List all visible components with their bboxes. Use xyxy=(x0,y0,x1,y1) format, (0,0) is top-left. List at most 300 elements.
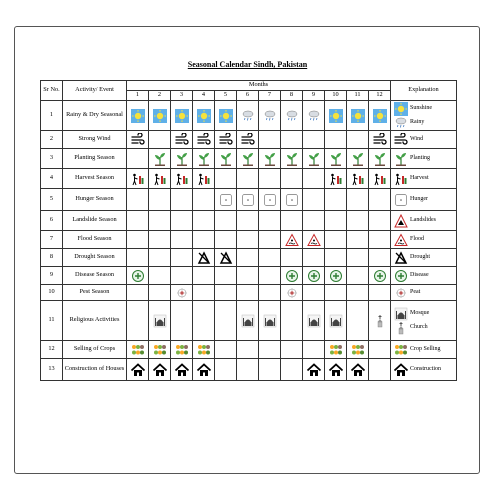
row-sr: 9 xyxy=(41,267,63,285)
disease-icon xyxy=(329,272,343,279)
drought-icon xyxy=(197,254,211,261)
harvest-icon xyxy=(351,175,365,182)
month-cell-12 xyxy=(369,301,391,341)
month-cell-8 xyxy=(281,267,303,285)
month-cell-10 xyxy=(325,101,347,131)
row-activity-label: Pest Season xyxy=(63,285,127,301)
harvest-icon xyxy=(153,175,167,182)
month-cell-6 xyxy=(237,101,259,131)
month-cell-4 xyxy=(193,359,215,381)
month-cell-12 xyxy=(369,231,391,249)
disease-icon xyxy=(307,272,321,279)
month-cell-4 xyxy=(193,231,215,249)
hunger-icon xyxy=(219,196,233,203)
row-explanation xyxy=(391,101,457,131)
sun-icon xyxy=(373,112,387,119)
month-cell-8 xyxy=(281,189,303,211)
house-icon xyxy=(175,366,189,373)
month-cell-8 xyxy=(281,169,303,189)
month-cell-9 xyxy=(303,267,325,285)
month-cell-8 xyxy=(281,359,303,381)
month-cell-3 xyxy=(171,189,193,211)
plant-icon xyxy=(175,155,189,162)
month-cell-5 xyxy=(215,231,237,249)
mosque-icon xyxy=(329,317,343,324)
pest-icon xyxy=(394,286,408,300)
month-cell-9 xyxy=(303,341,325,359)
house-icon xyxy=(394,363,408,377)
month-cell-2 xyxy=(149,101,171,131)
table-row xyxy=(41,285,457,301)
church-icon xyxy=(373,317,387,324)
month-cell-6 xyxy=(237,267,259,285)
crop-icon xyxy=(175,346,189,353)
month-cell-1 xyxy=(127,169,149,189)
row-sr: 3 xyxy=(41,149,63,169)
row-activity-label: Landslide Season xyxy=(63,211,127,231)
month-cell-1 xyxy=(127,359,149,381)
hunger-icon xyxy=(285,196,299,203)
table-row xyxy=(41,169,457,189)
month-cell-3 xyxy=(171,267,193,285)
header-month-1: 1 xyxy=(127,91,149,101)
month-cell-4 xyxy=(193,249,215,267)
explanation-label: Landslides xyxy=(410,217,436,224)
pest-icon xyxy=(285,289,299,296)
month-cell-8 xyxy=(281,231,303,249)
month-cell-1 xyxy=(127,189,149,211)
row-explanation xyxy=(391,341,457,359)
flood-icon xyxy=(285,236,299,243)
row-activity-label: Disease Season xyxy=(63,267,127,285)
month-cell-8 xyxy=(281,149,303,169)
pest-icon xyxy=(175,289,189,296)
month-cell-4 xyxy=(193,169,215,189)
house-icon xyxy=(351,366,365,373)
table-row xyxy=(41,231,457,249)
month-cell-6 xyxy=(237,169,259,189)
plant-icon xyxy=(329,155,343,162)
month-cell-1 xyxy=(127,149,149,169)
month-cell-9 xyxy=(303,211,325,231)
month-cell-7 xyxy=(259,231,281,249)
month-cell-4 xyxy=(193,101,215,131)
month-cell-7 xyxy=(259,267,281,285)
table-row xyxy=(41,131,457,149)
month-cell-1 xyxy=(127,131,149,149)
drought-icon xyxy=(219,254,233,261)
house-icon xyxy=(153,366,167,373)
month-cell-3 xyxy=(171,359,193,381)
explanation-label: Harvest xyxy=(410,175,429,182)
month-cell-2 xyxy=(149,359,171,381)
harvest-icon xyxy=(131,175,145,182)
page-title: Seasonal Calendar Sindh, Pakistan xyxy=(187,60,308,69)
row-activity-label: Religious Activities xyxy=(63,301,127,341)
header-month-7: 7 xyxy=(259,91,281,101)
month-cell-1 xyxy=(127,301,149,341)
explanation-label: Flood xyxy=(410,236,425,243)
explanation-label: Hunger xyxy=(410,196,428,203)
disease-icon xyxy=(131,272,145,279)
month-cell-7 xyxy=(259,249,281,267)
wind-icon xyxy=(219,136,233,143)
month-cell-12 xyxy=(369,249,391,267)
month-cell-11 xyxy=(347,189,369,211)
month-cell-8 xyxy=(281,249,303,267)
month-cell-10 xyxy=(325,301,347,341)
flood-icon xyxy=(394,233,408,247)
month-cell-2 xyxy=(149,231,171,249)
sun-icon xyxy=(329,112,343,119)
month-cell-10 xyxy=(325,231,347,249)
crop-icon xyxy=(131,346,145,353)
month-cell-7 xyxy=(259,285,281,301)
month-cell-10 xyxy=(325,189,347,211)
month-cell-9 xyxy=(303,101,325,131)
row-activity-label: Hunger Season xyxy=(63,189,127,211)
month-cell-9 xyxy=(303,131,325,149)
month-cell-2 xyxy=(149,341,171,359)
sun-icon xyxy=(131,112,145,119)
month-cell-9 xyxy=(303,149,325,169)
explanation-label: Disease xyxy=(410,272,429,279)
disease-icon xyxy=(373,272,387,279)
wind-icon xyxy=(241,136,255,143)
month-cell-7 xyxy=(259,211,281,231)
sun-icon xyxy=(175,112,189,119)
hunger-icon xyxy=(263,196,277,203)
row-sr: 6 xyxy=(41,211,63,231)
sun-icon xyxy=(394,102,408,116)
month-cell-11 xyxy=(347,249,369,267)
month-cell-12 xyxy=(369,131,391,149)
month-cell-10 xyxy=(325,285,347,301)
row-activity-label: Drought Season xyxy=(63,249,127,267)
month-cell-3 xyxy=(171,169,193,189)
plant-icon xyxy=(197,155,211,162)
month-cell-1 xyxy=(127,101,149,131)
row-explanation xyxy=(391,169,457,189)
month-cell-2 xyxy=(149,267,171,285)
month-cell-12 xyxy=(369,169,391,189)
header-explanation: Explanation xyxy=(391,81,457,101)
month-cell-1 xyxy=(127,285,149,301)
table-row xyxy=(41,341,457,359)
plant-icon xyxy=(219,155,233,162)
month-cell-9 xyxy=(303,285,325,301)
plant-icon xyxy=(153,155,167,162)
crop-icon xyxy=(197,346,211,353)
disease-icon xyxy=(394,269,408,283)
row-explanation xyxy=(391,189,457,211)
month-cell-10 xyxy=(325,131,347,149)
header-month-3: 3 xyxy=(171,91,193,101)
month-cell-8 xyxy=(281,341,303,359)
table-row xyxy=(41,249,457,267)
mosque-icon xyxy=(394,307,408,321)
row-sr: 4 xyxy=(41,169,63,189)
sun-icon xyxy=(153,112,167,119)
month-cell-11 xyxy=(347,149,369,169)
explanation-label: Construction xyxy=(410,366,441,373)
month-cell-5 xyxy=(215,301,237,341)
rainy-icon xyxy=(263,112,277,119)
row-explanation xyxy=(391,285,457,301)
month-cell-7 xyxy=(259,189,281,211)
month-cell-9 xyxy=(303,359,325,381)
mosque-icon xyxy=(241,317,255,324)
month-cell-2 xyxy=(149,211,171,231)
row-activity-label: Selling of Crops xyxy=(63,341,127,359)
month-cell-10 xyxy=(325,149,347,169)
month-cell-5 xyxy=(215,149,237,169)
sun-icon xyxy=(219,112,233,119)
month-cell-12 xyxy=(369,267,391,285)
month-cell-10 xyxy=(325,267,347,285)
month-cell-1 xyxy=(127,267,149,285)
house-icon xyxy=(329,366,343,373)
month-cell-6 xyxy=(237,285,259,301)
month-cell-1 xyxy=(127,341,149,359)
month-cell-10 xyxy=(325,249,347,267)
explanation-label: Drought xyxy=(410,254,430,261)
month-cell-11 xyxy=(347,101,369,131)
month-cell-6 xyxy=(237,149,259,169)
plant-icon xyxy=(394,152,408,166)
month-cell-3 xyxy=(171,149,193,169)
plant-icon xyxy=(351,155,365,162)
plant-icon xyxy=(307,155,321,162)
rainy-icon xyxy=(394,116,408,130)
sun-icon xyxy=(351,112,365,119)
explanation-label: Planting xyxy=(410,155,431,162)
row-sr: 12 xyxy=(41,341,63,359)
row-activity-label: Planting Season xyxy=(63,149,127,169)
month-cell-8 xyxy=(281,301,303,341)
row-activity-label: Construction of Houses xyxy=(63,359,127,381)
month-cell-7 xyxy=(259,341,281,359)
header-month-5: 5 xyxy=(215,91,237,101)
month-cell-10 xyxy=(325,211,347,231)
month-cell-1 xyxy=(127,249,149,267)
month-cell-10 xyxy=(325,169,347,189)
wind-icon xyxy=(175,136,189,143)
month-cell-6 xyxy=(237,249,259,267)
crop-icon xyxy=(329,346,343,353)
month-cell-8 xyxy=(281,131,303,149)
header-month-2: 2 xyxy=(149,91,171,101)
row-activity-label: Strong Wind xyxy=(63,131,127,149)
month-cell-5 xyxy=(215,267,237,285)
month-cell-7 xyxy=(259,131,281,149)
month-cell-11 xyxy=(347,169,369,189)
table-row xyxy=(41,267,457,285)
month-cell-2 xyxy=(149,285,171,301)
row-explanation xyxy=(391,211,457,231)
month-cell-11 xyxy=(347,285,369,301)
row-sr: 11 xyxy=(41,301,63,341)
month-cell-5 xyxy=(215,169,237,189)
month-cell-11 xyxy=(347,359,369,381)
harvest-icon xyxy=(175,175,189,182)
month-cell-11 xyxy=(347,267,369,285)
month-cell-10 xyxy=(325,341,347,359)
month-cell-9 xyxy=(303,301,325,341)
month-cell-3 xyxy=(171,249,193,267)
month-cell-8 xyxy=(281,285,303,301)
month-cell-7 xyxy=(259,101,281,131)
row-sr: 2 xyxy=(41,131,63,149)
header-month-12: 12 xyxy=(369,91,391,101)
month-cell-2 xyxy=(149,301,171,341)
month-cell-12 xyxy=(369,341,391,359)
sun-icon xyxy=(197,112,211,119)
explanation-label: Wind xyxy=(410,136,424,143)
month-cell-5 xyxy=(215,249,237,267)
month-cell-7 xyxy=(259,169,281,189)
harvest-icon xyxy=(197,175,211,182)
month-cell-8 xyxy=(281,101,303,131)
explanation-label: Peat xyxy=(410,289,421,296)
mosque-icon xyxy=(263,317,277,324)
crop-icon xyxy=(351,346,365,353)
table-row xyxy=(41,359,457,381)
landslide-icon xyxy=(394,214,408,228)
month-cell-6 xyxy=(237,231,259,249)
table-row xyxy=(41,101,457,131)
row-sr: 1 xyxy=(41,101,63,131)
table-row xyxy=(41,301,457,341)
month-cell-4 xyxy=(193,341,215,359)
explanation-label: Rainy xyxy=(410,119,425,126)
month-cell-4 xyxy=(193,301,215,341)
row-sr: 5 xyxy=(41,189,63,211)
month-cell-7 xyxy=(259,149,281,169)
table-row xyxy=(41,189,457,211)
header-month-6: 6 xyxy=(237,91,259,101)
month-cell-11 xyxy=(347,231,369,249)
header-month-10: 10 xyxy=(325,91,347,101)
row-activity-label: Rainy & Dry Seasonal xyxy=(63,101,127,131)
month-cell-3 xyxy=(171,301,193,341)
month-cell-12 xyxy=(369,285,391,301)
hunger-icon xyxy=(394,193,408,207)
month-cell-2 xyxy=(149,249,171,267)
rainy-icon xyxy=(307,112,321,119)
month-cell-6 xyxy=(237,211,259,231)
plant-icon xyxy=(241,155,255,162)
month-cell-3 xyxy=(171,101,193,131)
month-cell-12 xyxy=(369,149,391,169)
mosque-icon xyxy=(153,317,167,324)
month-cell-6 xyxy=(237,131,259,149)
month-cell-10 xyxy=(325,359,347,381)
month-cell-7 xyxy=(259,301,281,341)
month-cell-11 xyxy=(347,341,369,359)
month-cell-4 xyxy=(193,267,215,285)
harvest-icon xyxy=(329,175,343,182)
explanation-label: Sunshine xyxy=(410,105,433,112)
header-month-11: 11 xyxy=(347,91,369,101)
mosque-icon xyxy=(307,317,321,324)
month-cell-5 xyxy=(215,101,237,131)
wind-icon xyxy=(373,136,387,143)
plant-icon xyxy=(373,155,387,162)
month-cell-2 xyxy=(149,149,171,169)
row-explanation xyxy=(391,249,457,267)
plant-icon xyxy=(285,155,299,162)
row-activity-label: Flood Season xyxy=(63,231,127,249)
harvest-icon xyxy=(373,175,387,182)
rainy-icon xyxy=(241,112,255,119)
month-cell-11 xyxy=(347,211,369,231)
month-cell-11 xyxy=(347,131,369,149)
row-sr: 8 xyxy=(41,249,63,267)
month-cell-4 xyxy=(193,189,215,211)
month-cell-9 xyxy=(303,231,325,249)
month-cell-4 xyxy=(193,131,215,149)
house-icon xyxy=(307,366,321,373)
explanation-label: Church xyxy=(410,324,428,331)
house-icon xyxy=(197,366,211,373)
month-cell-6 xyxy=(237,301,259,341)
month-cell-5 xyxy=(215,341,237,359)
wind-icon xyxy=(394,133,408,147)
header-sr: Sr No. xyxy=(41,81,63,101)
church-icon xyxy=(394,321,408,335)
header-month-8: 8 xyxy=(281,91,303,101)
month-cell-8 xyxy=(281,211,303,231)
header-month-4: 4 xyxy=(193,91,215,101)
month-cell-6 xyxy=(237,359,259,381)
month-cell-3 xyxy=(171,131,193,149)
row-explanation xyxy=(391,131,457,149)
month-cell-3 xyxy=(171,285,193,301)
row-explanation xyxy=(391,267,457,285)
harvest-icon xyxy=(394,172,408,186)
month-cell-2 xyxy=(149,131,171,149)
crop-icon xyxy=(153,346,167,353)
month-cell-9 xyxy=(303,249,325,267)
explanation-label: Crop Selling xyxy=(410,346,441,353)
month-cell-7 xyxy=(259,359,281,381)
month-cell-12 xyxy=(369,189,391,211)
disease-icon xyxy=(285,272,299,279)
month-cell-1 xyxy=(127,211,149,231)
month-cell-4 xyxy=(193,211,215,231)
header-months: Months xyxy=(127,81,391,91)
month-cell-12 xyxy=(369,359,391,381)
row-activity-label: Harvest Season xyxy=(63,169,127,189)
month-cell-2 xyxy=(149,169,171,189)
wind-icon xyxy=(197,136,211,143)
row-explanation xyxy=(391,301,457,341)
table-row xyxy=(41,149,457,169)
row-sr: 10 xyxy=(41,285,63,301)
header-activity: Activity/ Event xyxy=(63,81,127,101)
row-explanation xyxy=(391,149,457,169)
table-row xyxy=(41,211,457,231)
month-cell-11 xyxy=(347,301,369,341)
seasonal-calendar-table xyxy=(40,80,457,381)
month-cell-3 xyxy=(171,211,193,231)
month-cell-2 xyxy=(149,189,171,211)
crop-icon xyxy=(394,343,408,357)
month-cell-3 xyxy=(171,341,193,359)
hunger-icon xyxy=(241,196,255,203)
month-cell-5 xyxy=(215,189,237,211)
